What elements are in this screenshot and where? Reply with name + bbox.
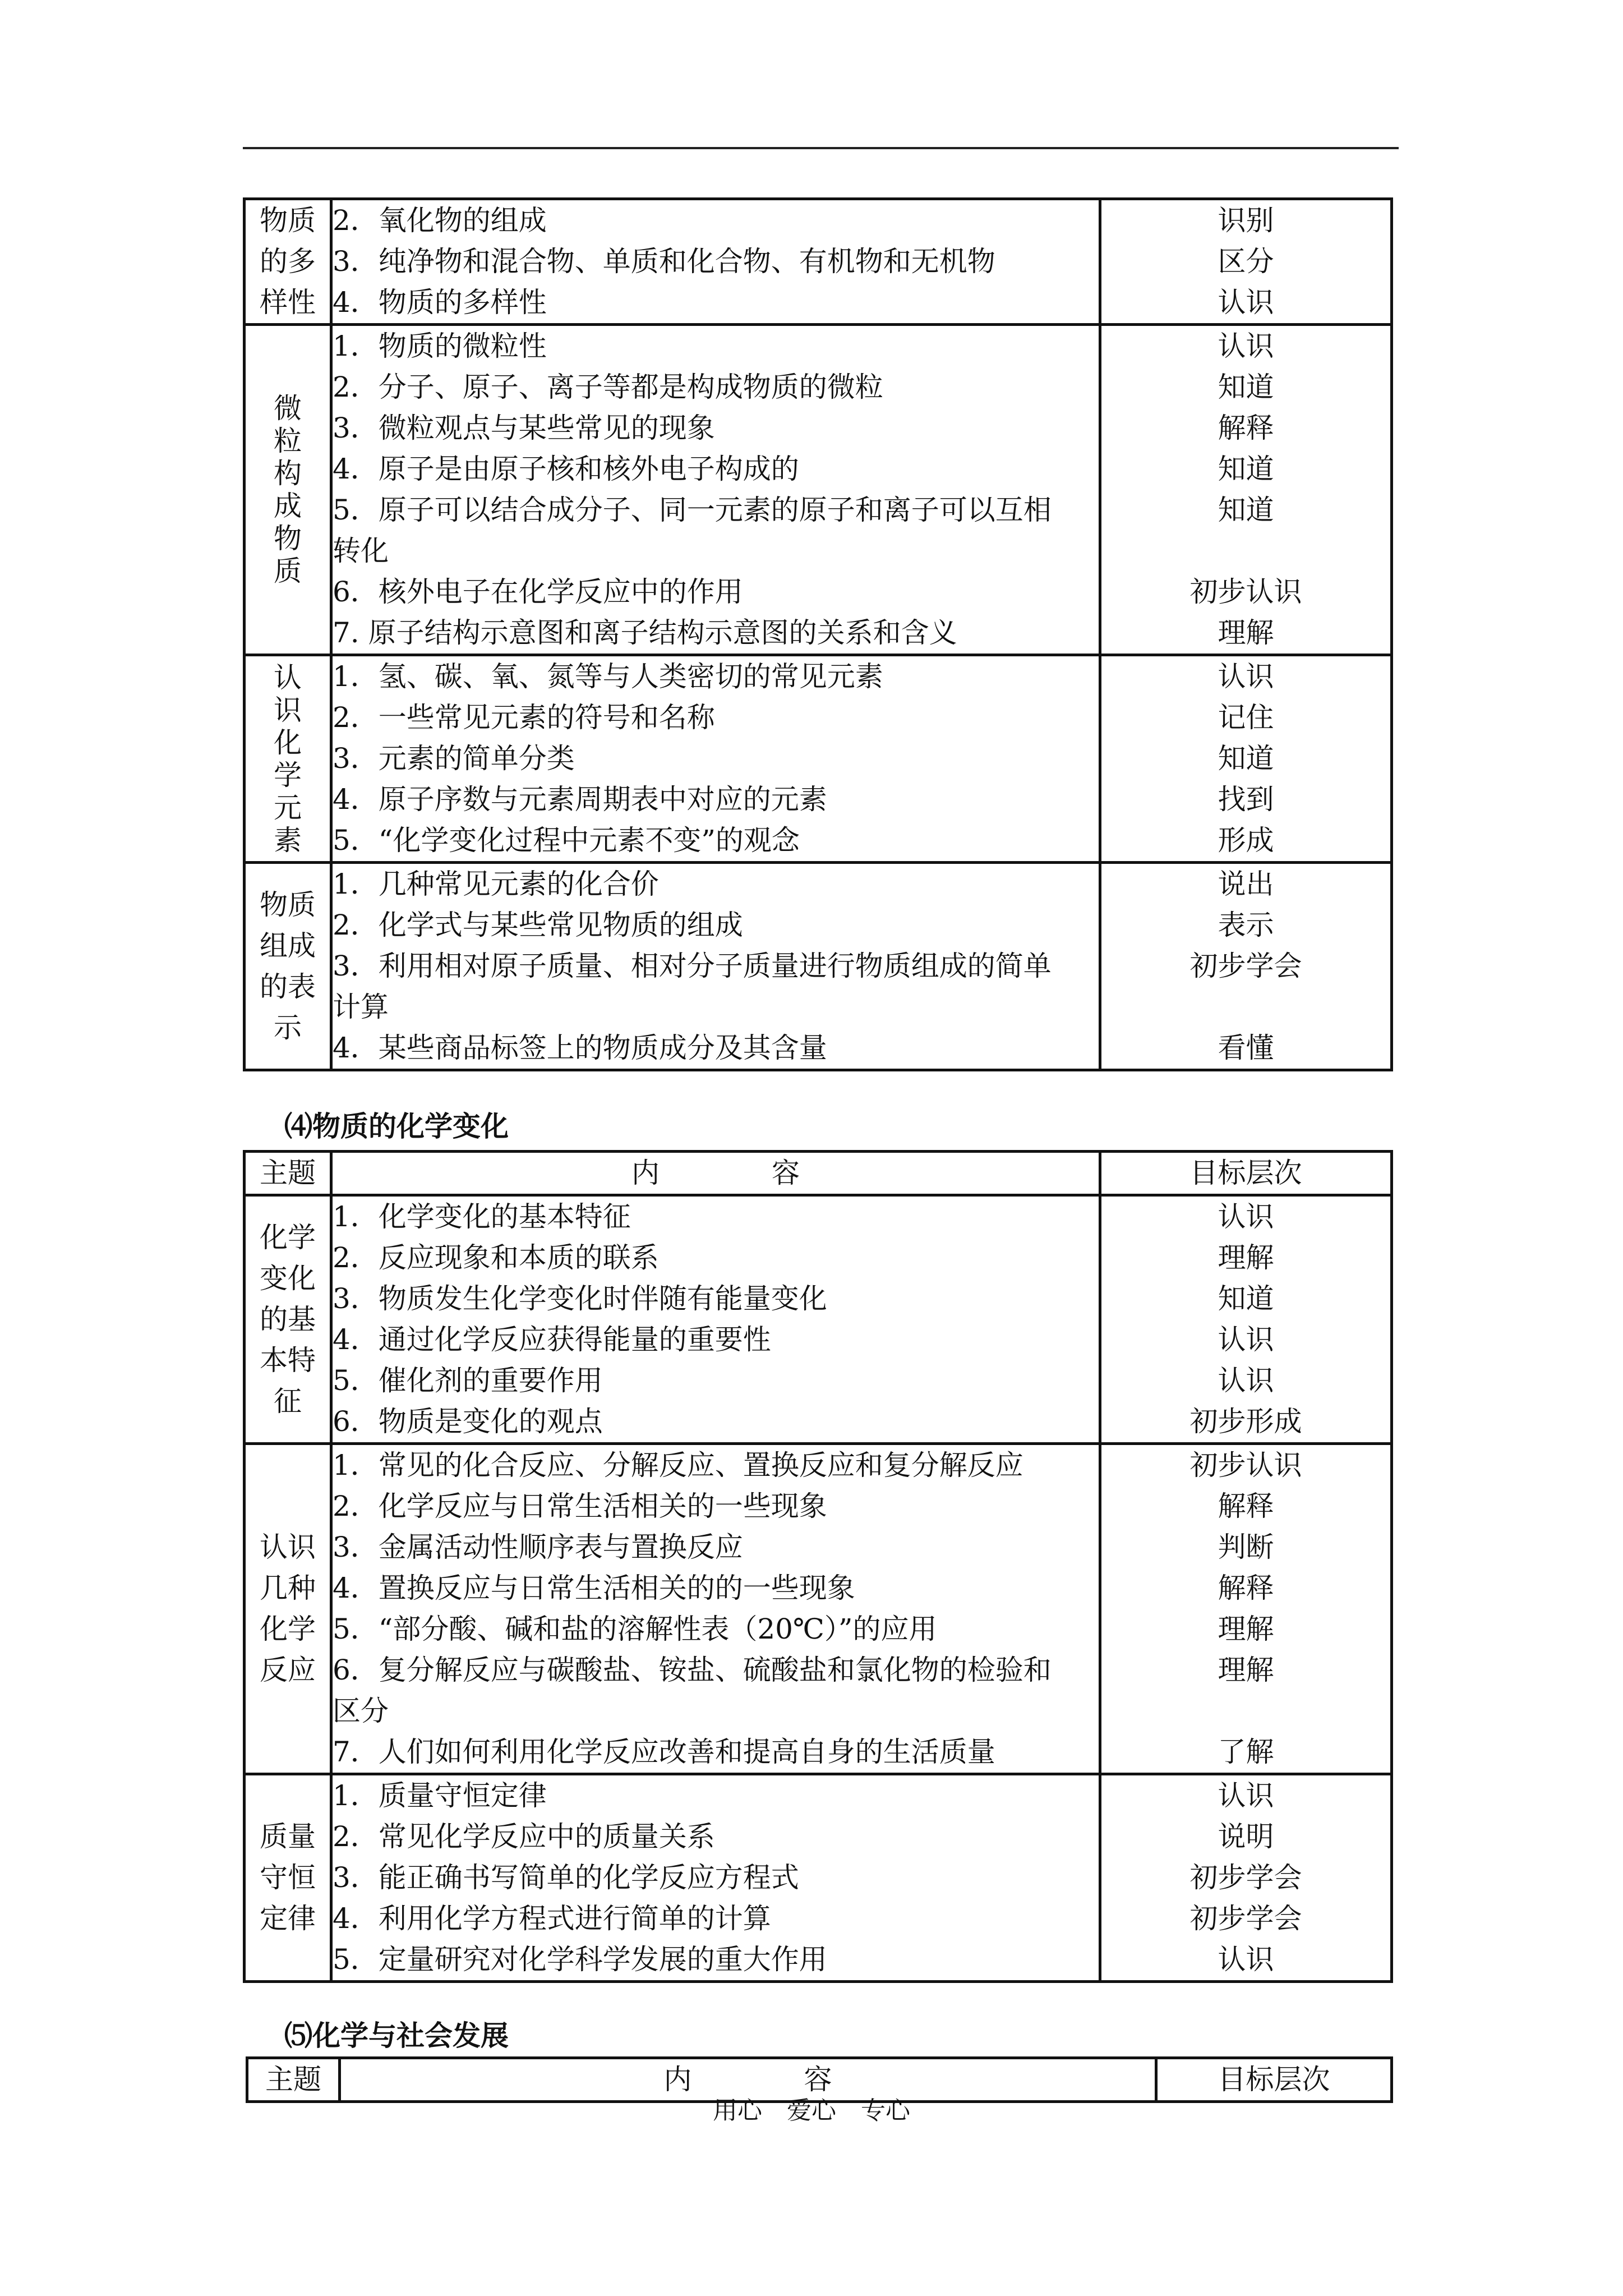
topic-text: 成 [274, 490, 302, 522]
level-line: 知道 [1218, 1282, 1274, 1315]
level-line: 认识 [1218, 330, 1274, 362]
header-level: 目标层次 [1156, 2058, 1392, 2102]
level-line: 认识 [1218, 1323, 1274, 1356]
topic-group [245, 1774, 1392, 1982]
level-line: 理解 [1218, 1241, 1274, 1274]
level-cell [1100, 655, 1392, 863]
content-cell [331, 1774, 1100, 1982]
topic-text: 示 [274, 1011, 302, 1044]
topic-cell [245, 1195, 331, 1444]
content-line: 5．原子可以结合成分子、同一元素的原子和离子可以互相 [333, 494, 1052, 526]
level-line: 表示 [1218, 909, 1274, 941]
level-line: 初步学会 [1189, 950, 1302, 982]
content-line: 6．物质是变化的观点 [333, 1405, 603, 1438]
content-line: 7. 原子结构示意图和离子结构示意图的关系和含义 [333, 616, 957, 649]
topic-text: 质量 [260, 1820, 316, 1853]
topic-text: 征 [274, 1384, 302, 1418]
content-cell [331, 655, 1100, 863]
topic-text: 认识 [260, 1531, 316, 1563]
topic-text: 定律 [260, 1902, 316, 1935]
level-line: 初步学会 [1189, 1902, 1302, 1935]
level-line: 说明 [1218, 1820, 1274, 1853]
topic-cell [245, 1774, 331, 1982]
content-line: 2．化学式与某些常见物质的组成 [333, 909, 743, 941]
topic-text: 元 [274, 791, 302, 824]
content-line: 6．核外电子在化学反应中的作用 [333, 576, 743, 608]
content-cell [331, 863, 1100, 1070]
level-line: 认识 [1218, 1364, 1274, 1397]
topic-text: 构 [274, 457, 302, 490]
level-line: 解释 [1218, 1490, 1274, 1522]
header-topic: 主题 [247, 2058, 340, 2102]
level-line: 初步学会 [1189, 1861, 1302, 1894]
level-cell [1100, 199, 1392, 325]
topic-cell [245, 863, 331, 1070]
level-cell [1100, 863, 1392, 1070]
content-line: 3．能正确书写简单的化学反应方程式 [333, 1861, 799, 1894]
content-line: 4．置换反应与日常生活相关的的一些现象 [333, 1572, 855, 1604]
content-cell [331, 1195, 1100, 1444]
content-line: 2．化学反应与日常生活相关的一些现象 [333, 1490, 827, 1522]
content-line: 6．复分解反应与碳酸盐、铵盐、硫酸盐和氯化物的检验和 [333, 1654, 1052, 1686]
level-line: 知道 [1218, 742, 1274, 775]
content-line: 1．常见的化合反应、分解反应、置换反应和复分解反应 [333, 1449, 1023, 1481]
topic-text: 物质 [260, 888, 316, 921]
level-line [1101, 1691, 1390, 1732]
level-cell [1100, 325, 1392, 655]
content-line: 2．分子、原子、离子等都是构成物质的微粒 [333, 371, 883, 403]
content-line: 4．原子序数与元素周期表中对应的元素 [333, 783, 827, 816]
topic-group [245, 325, 1392, 655]
topic-group [245, 655, 1392, 863]
content-line: 3．金属活动性顺序表与置换反应 [333, 1531, 743, 1563]
header-content: 内 容 [331, 1152, 1100, 1195]
content-cell [331, 325, 1100, 655]
topic-text: 认 [274, 661, 302, 694]
level-line: 初步认识 [1189, 1449, 1302, 1481]
table-header-row [245, 1152, 1392, 1195]
content-line: 转化 [333, 535, 389, 567]
level-line: 看懂 [1218, 1032, 1274, 1064]
level-line: 知道 [1218, 453, 1274, 485]
table-chemical-change [243, 1150, 1393, 1983]
content-line: 4．原子是由原子核和核外电子构成的 [333, 453, 799, 485]
content-cell [331, 199, 1100, 325]
content-line: 4．利用化学方程式进行简单的计算 [333, 1902, 771, 1935]
header-content: 内 容 [340, 2058, 1156, 2102]
content-line: 3．利用相对原子质量、相对分子质量进行物质组成的简单 [333, 950, 1052, 982]
topic-cell [245, 199, 331, 325]
content-line: 1．物质的微粒性 [333, 330, 547, 362]
content-line: 3．物质发生化学变化时伴随有能量变化 [333, 1282, 827, 1315]
topic-group [245, 863, 1392, 1070]
content-line: 5．定量研究对化学科学发展的重大作用 [333, 1943, 827, 1976]
topic-cell [245, 655, 331, 863]
content-line: 5．催化剂的重要作用 [333, 1364, 603, 1397]
topic-cell [245, 325, 331, 655]
topic-text: 变化 [260, 1262, 316, 1295]
table-topics-1 [243, 197, 1393, 1071]
topic-text: 反应 [260, 1654, 316, 1686]
level-line: 认识 [1218, 1200, 1274, 1233]
level-line: 初步认识 [1189, 576, 1302, 608]
level-line: 找到 [1218, 783, 1274, 816]
topic-group [245, 1195, 1392, 1444]
level-line: 说出 [1218, 868, 1274, 900]
level-line: 初步形成 [1189, 1405, 1302, 1438]
topic-text: 物质 [260, 204, 316, 237]
level-line: 解释 [1218, 412, 1274, 444]
level-cell [1100, 1774, 1392, 1982]
topic-text: 几种 [260, 1572, 316, 1604]
topic-text: 的表 [260, 970, 316, 1003]
section-5-title: ⑸化学与社会发展 [284, 2019, 509, 2052]
level-line: 形成 [1218, 824, 1274, 857]
topic-group [245, 1444, 1392, 1774]
footer-motto: 用心 爱心 专心 [713, 2096, 910, 2125]
topic-text: 的多 [260, 245, 316, 278]
topic-text: 化学 [260, 1221, 316, 1254]
level-line: 理解 [1218, 1613, 1274, 1645]
content-line: 2．氧化物的组成 [333, 204, 547, 237]
section-4-title: ⑷物质的化学变化 [284, 1110, 509, 1143]
level-cell [1100, 1195, 1392, 1444]
content-line: 4．某些商品标签上的物质成分及其含量 [333, 1032, 827, 1064]
topic-text: 本特 [260, 1343, 316, 1377]
content-line: 计算 [333, 991, 389, 1023]
content-line: 1．几种常见元素的化合价 [333, 868, 659, 900]
content-line: 7．人们如何利用化学反应改善和提高自身的生活质量 [333, 1736, 995, 1768]
level-line [1101, 531, 1390, 572]
content-line: 区分 [333, 1695, 389, 1727]
level-line: 认识 [1218, 286, 1274, 319]
topic-text: 质 [274, 555, 302, 587]
topic-text: 的基 [260, 1303, 316, 1336]
topic-text: 样性 [260, 286, 316, 319]
topic-text: 素 [274, 823, 302, 857]
topic-text: 物 [274, 522, 302, 555]
level-line: 记住 [1218, 701, 1274, 734]
content-cell [331, 1444, 1100, 1774]
topic-group [245, 199, 1392, 325]
level-line: 区分 [1218, 245, 1274, 278]
content-line: 3．微粒观点与某些常见的现象 [333, 412, 715, 444]
level-line [1101, 987, 1390, 1028]
topic-text: 组成 [260, 929, 316, 962]
topic-text: 粒 [274, 425, 302, 457]
level-cell [1100, 1444, 1392, 1774]
content-line: 2．反应现象和本质的联系 [333, 1241, 659, 1274]
topic-text: 化 [274, 726, 302, 759]
content-line: 3．纯净物和混合物、单质和化合物、有机物和无机物 [333, 245, 995, 278]
level-line: 理解 [1218, 616, 1274, 649]
level-line: 认识 [1218, 660, 1274, 693]
content-line: 3．元素的简单分类 [333, 742, 575, 775]
level-line: 知道 [1218, 371, 1274, 403]
content-line: 4．物质的多样性 [333, 286, 547, 319]
level-line: 认识 [1218, 1943, 1274, 1976]
content-line: 4．通过化学反应获得能量的重要性 [333, 1323, 771, 1356]
topic-text: 识 [274, 693, 302, 726]
level-line: 判断 [1218, 1531, 1274, 1563]
content-line: 1．氢、碳、氧、氮等与人类密切的常见元素 [333, 660, 883, 693]
topic-text: 守恒 [260, 1861, 316, 1894]
topic-cell [245, 1444, 331, 1774]
header-rule [243, 147, 1399, 149]
level-line: 解释 [1218, 1572, 1274, 1604]
header-topic: 主题 [245, 1152, 331, 1195]
content-line: 1．化学变化的基本特征 [333, 1200, 631, 1233]
level-line: 了解 [1218, 1736, 1274, 1768]
content-line: 5．“部分酸、碱和盐的溶解性表（20℃）”的应用 [333, 1613, 937, 1645]
topic-text: 学 [274, 758, 302, 792]
content-line: 1．质量守恒定律 [333, 1779, 547, 1812]
content-line: 2．常见化学反应中的质量关系 [333, 1820, 715, 1853]
level-line: 理解 [1218, 1654, 1274, 1686]
topic-text: 化学 [260, 1613, 316, 1645]
content-line: 2．一些常见元素的符号和名称 [333, 701, 715, 734]
content-line: 5．“化学变化过程中元素不变”的观念 [333, 824, 800, 857]
level-line: 识别 [1218, 204, 1274, 237]
level-line: 知道 [1218, 494, 1274, 526]
topic-text: 微 [274, 392, 302, 425]
header-level: 目标层次 [1100, 1152, 1392, 1195]
level-line: 认识 [1218, 1779, 1274, 1812]
